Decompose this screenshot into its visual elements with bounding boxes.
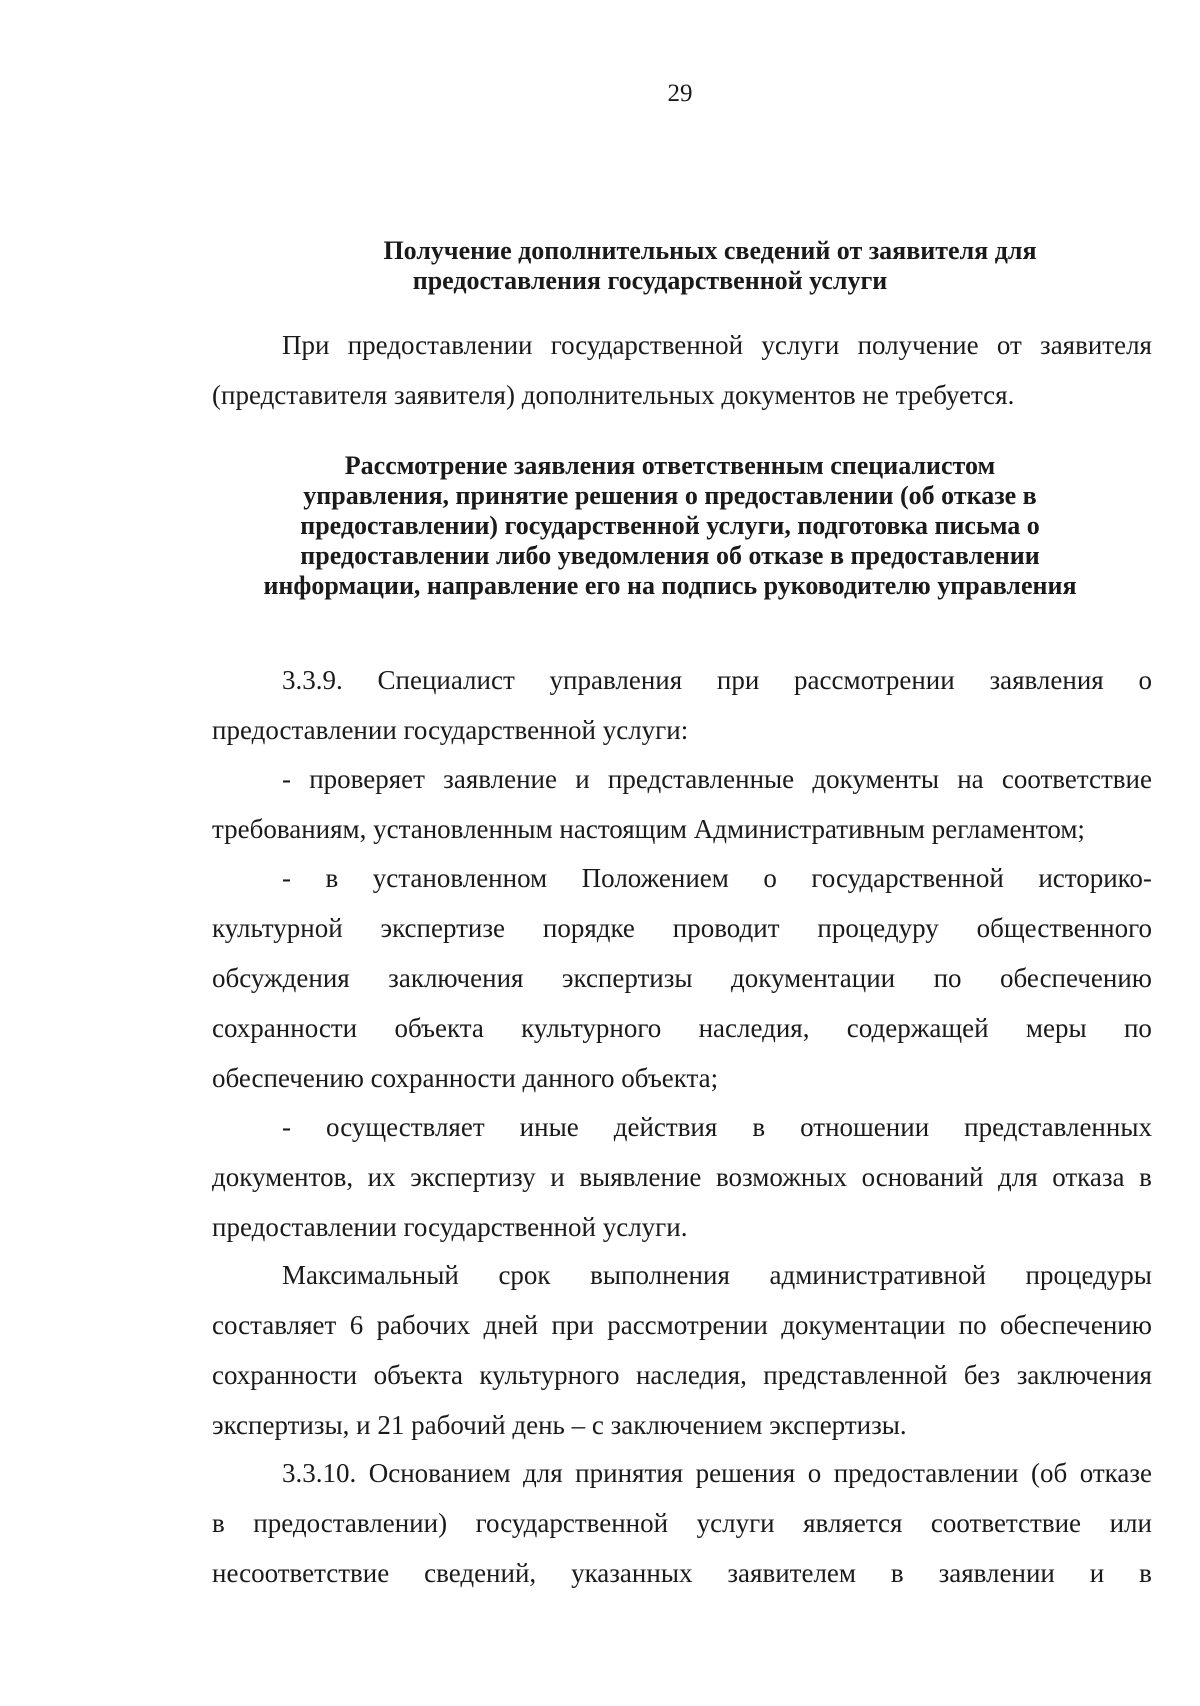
word: процедуры [1025,1260,1152,1290]
word: в [1139,1162,1152,1192]
word: культурного [479,1360,620,1390]
word: при [551,1310,594,1340]
text-line: требованиям, установленным настоящим Административным регламентом; [212,814,1085,844]
text-line: предоставлении государственной услуги: [212,715,689,745]
word: культурной [212,913,343,943]
word: 6 [349,1310,364,1340]
word: в [212,1508,225,1538]
justified-line [212,1548,1152,1598]
word: заявителя [1040,330,1152,360]
word: государственной [550,330,744,360]
word: указанных [571,1558,693,1588]
text-line: (представителя заявителя) дополнительных документов не требуется. [212,380,1015,410]
word: в [752,1112,766,1142]
page-number: 29 [667,80,693,107]
word: Максимальный [282,1260,459,1290]
bullet-other-actions [212,1102,1152,1252]
word: заключения [1016,1360,1152,1390]
word: установленном [372,863,548,893]
word: их [367,1162,396,1192]
paragraph-3-3-9 [212,655,1152,755]
word: государственной [811,863,1004,893]
word: для [523,1458,563,1488]
word: выявление [579,1162,702,1192]
word: экспертизы [561,963,693,993]
word: дней [483,1310,539,1340]
word: заявлении [938,1558,1055,1588]
word: обсуждения [212,963,350,993]
word: экспертизу [410,1162,536,1192]
word: в [325,863,339,893]
justified-line [212,655,1152,705]
word: решения [695,1458,796,1488]
word: и [550,1162,565,1192]
word: является [803,1508,903,1538]
word: порядке [542,913,635,943]
word: представленные [607,764,795,794]
word: услуги [761,330,840,360]
word: без [963,1360,1001,1390]
paragraph-no-additional-docs [212,320,1152,420]
word: документации [781,1310,946,1340]
word: Основанием [368,1458,511,1488]
word: (об [1030,1458,1068,1488]
word: рассмотрении [794,665,955,695]
word: заявление [443,764,557,794]
justified-line [212,1102,1152,1152]
word: государственной [475,1508,669,1538]
word: составляет [212,1310,337,1340]
word: для [998,1162,1038,1192]
word: осуществляет [326,1112,485,1142]
word: - [282,1112,291,1142]
word: услуги [696,1508,775,1538]
heading-line: Получение дополнительных сведений от заявителя для [383,236,1037,265]
word: о [1138,665,1152,695]
word: или [1109,1508,1152,1538]
word: представленной [763,1360,948,1390]
word: соответствие [930,1508,1082,1538]
word: представленных [964,1112,1152,1142]
justified-line [212,953,1152,1003]
word: общественного [976,913,1152,943]
justified-line [212,1003,1152,1053]
bullet-public-discussion [212,853,1152,1103]
word: проверяет [309,764,425,794]
word: сохранности [212,1360,358,1390]
word: выполнения [590,1260,730,1290]
word: рассмотрении [607,1310,768,1340]
word: историко- [1038,863,1152,893]
heading-line: Рассмотрение заявления ответственным специалистом [344,451,996,480]
word: отказе [1079,1458,1152,1488]
word: При [282,330,330,360]
word: экспертизе [380,913,506,943]
paragraph-max-term [212,1250,1152,1450]
justified-line [212,1250,1152,1300]
word: управления [549,665,683,695]
word: документации [731,963,896,993]
section-heading-review [210,451,1130,601]
word: рабочих [376,1310,471,1340]
word: Положением [581,863,729,893]
word: о [807,1458,822,1488]
justified-line [212,1300,1152,1350]
justified-line [212,903,1152,953]
justified-line [212,754,1152,804]
word: срок [498,1260,551,1290]
justified-line [212,1448,1152,1498]
heading-line: предоставлении либо уведомления об отказе в предоставлении [300,541,1040,570]
heading-line: предоставлении) государственной услуги, подготовка письма о [300,511,1040,540]
word: о [763,863,777,893]
word: предоставлении [347,330,533,360]
word: документы [812,764,939,794]
word: административной [769,1260,986,1290]
word: документов, [212,1162,354,1192]
word: отношении [800,1112,930,1142]
text-line: обеспечению сохранности данного объекта; [212,1063,719,1093]
word: по [933,963,962,993]
justified-line [212,1350,1152,1400]
word: - [282,764,291,794]
justified-line [212,320,1152,370]
word: получение [857,330,979,360]
justified-line [212,853,1152,903]
word: оснований [861,1162,984,1192]
word: при [716,665,760,695]
justified-line [212,1498,1152,1548]
word: в [890,1558,904,1588]
word: заключения [388,963,524,993]
paragraph-3-3-10 [212,1448,1152,1598]
word: отказа [1052,1162,1125,1192]
heading-line: управления, принятие решения о предоставлении (об отказе в [303,481,1037,510]
heading-line: информации, направление его на подпись руководителю управления [263,571,1077,600]
word: 3.3.9. [282,665,343,695]
word: Специалист [377,665,515,695]
word: объекта [394,1013,484,1043]
word: наследия, [635,1360,747,1390]
word: предоставлении) [253,1508,448,1538]
word: наследия, [698,1013,810,1043]
word: по [1123,1013,1152,1043]
word: сохранности [212,1013,358,1043]
word: и [1089,1558,1105,1588]
heading-line: предоставления государственной услуги [412,266,888,295]
word: принятия [575,1458,684,1488]
word: возможных [715,1162,847,1192]
text-line: экспертизы, и 21 рабочий день – с заключением экспертизы. [212,1410,907,1440]
word: предоставлении [833,1458,1019,1488]
word: культурного [521,1013,662,1043]
word: заявления [989,665,1104,695]
text-line: предоставлении государственной услуги. [212,1212,688,1242]
word: сведений, [424,1558,537,1588]
word: действия [613,1112,718,1142]
word: и [575,764,590,794]
word: по [958,1310,987,1340]
word: от [996,330,1022,360]
word: обеспечению [1000,963,1152,993]
word: - [282,863,291,893]
word: в [1139,1558,1152,1588]
word: 3.3.10. [282,1458,357,1488]
word: заявителем [727,1558,856,1588]
bullet-checks-documents [212,754,1152,854]
word: на [957,764,984,794]
word: обеспечению [1000,1310,1152,1340]
word: иные [519,1112,579,1142]
word: несоответствие [212,1558,390,1588]
word: соответствие [1001,764,1152,794]
justified-line [212,1152,1152,1202]
word: проводит [672,913,780,943]
word: меры [1025,1013,1087,1043]
word: объекта [373,1360,463,1390]
section-heading-additional-info [330,236,1090,296]
word: процедуру [817,913,939,943]
word: содержащей [846,1013,989,1043]
